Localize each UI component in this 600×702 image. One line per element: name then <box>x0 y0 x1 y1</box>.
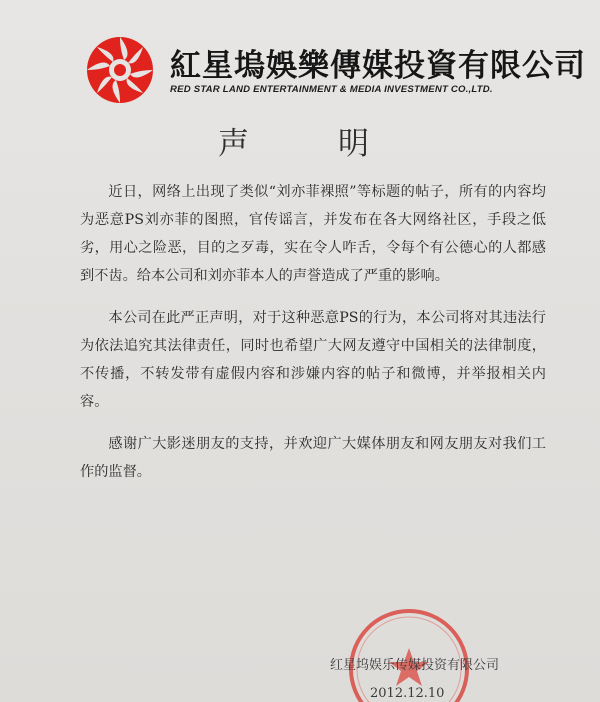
paragraph-3: 感谢广大影迷朋友的支持，并欢迎广大媒体朋友和网友朋友对我们工作的监督。 <box>80 436 546 480</box>
company-logo-icon <box>84 34 156 106</box>
letterhead <box>84 30 586 110</box>
company-name-chinese: 紅星塢娛樂傳媒投資有限公司 <box>170 48 586 84</box>
title-char-2: 明 <box>338 126 369 162</box>
signature-date: 2012.12.10 <box>370 686 445 701</box>
title-char-1: 声 <box>218 126 249 162</box>
company-name-english: RED STAR LAND ENTERTAINMENT & MEDIA INVESTMENT CO.,LTD. <box>170 84 493 95</box>
paragraph-1: 近日，网络上出现了类似“刘亦菲裸照”等标题的帖子，所有的内容均为恶意PS刘亦菲的图照，官传谣言，并发布在各大网络社区，手段之低劣，用心之险恶，目的之歹毒，实在令人咋舌，令每个有公德心的人都感到不齿。给本公司和刘亦菲本人的声誉造成了严重的影响。 <box>80 184 546 284</box>
signature-company: 红星坞娱乐传媒投资有限公司 <box>330 658 500 673</box>
statement-body <box>80 178 546 500</box>
paragraph-2: 本公司在此严正声明，对于这种恶意PS的行为，本公司将对其违法行为依法追究其法律责任，同时也希望广大网友遵守中国相关的法律制度，不传播，不转发带有虚假内容和涉嫌内容的帖子和微博，并举报相关内容。 <box>80 310 546 410</box>
document-title <box>0 118 600 162</box>
